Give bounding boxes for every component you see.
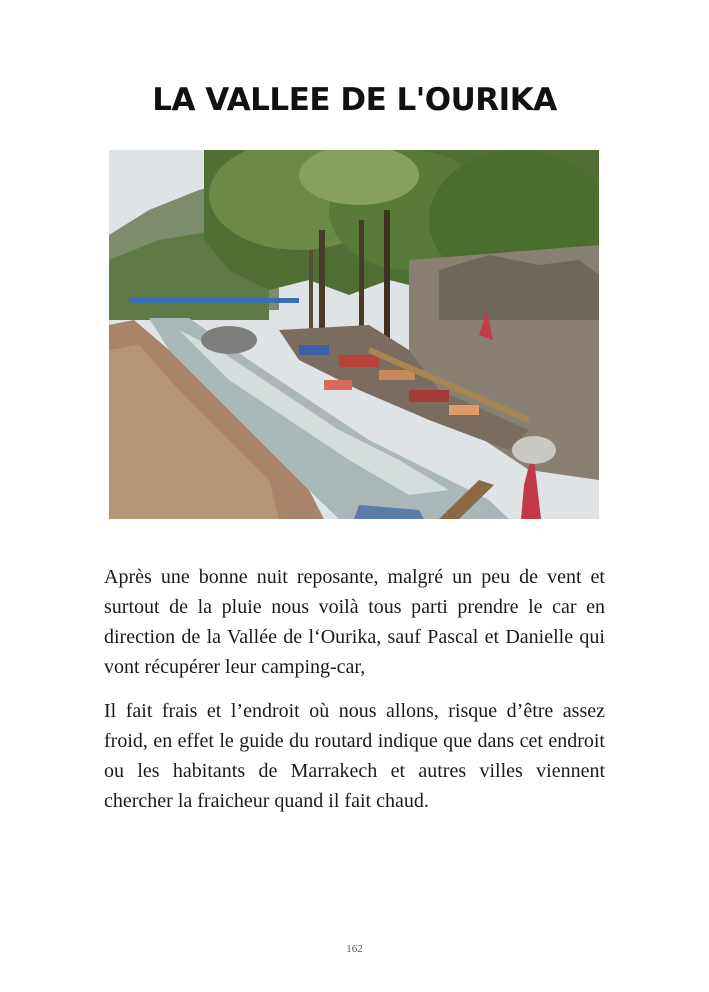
paragraph: Après une bonne nuit reposante, malgré un peu de vent et surtout de la pluie nous voilà tous parti prendre le car en direction de la Vallée de l‘Ourika, sauf Pascal et Danielle qui vont récupérer leur camping-car,: [104, 566, 605, 678]
river-valley-photo: [109, 150, 599, 519]
page-number: 162: [346, 943, 363, 955]
article-body: [104, 562, 605, 830]
page-title: LA VALLEE DE L'OURIKA: [152, 82, 557, 118]
paragraph: Il fait frais et l’endroit où nous allons, risque d’être assez froid, en effet le guide du routard indique que dans cet endroit ou les habitants de Marrakech et autres villes viennent chercher la fraicheur quand il fait chaud.: [104, 700, 605, 812]
